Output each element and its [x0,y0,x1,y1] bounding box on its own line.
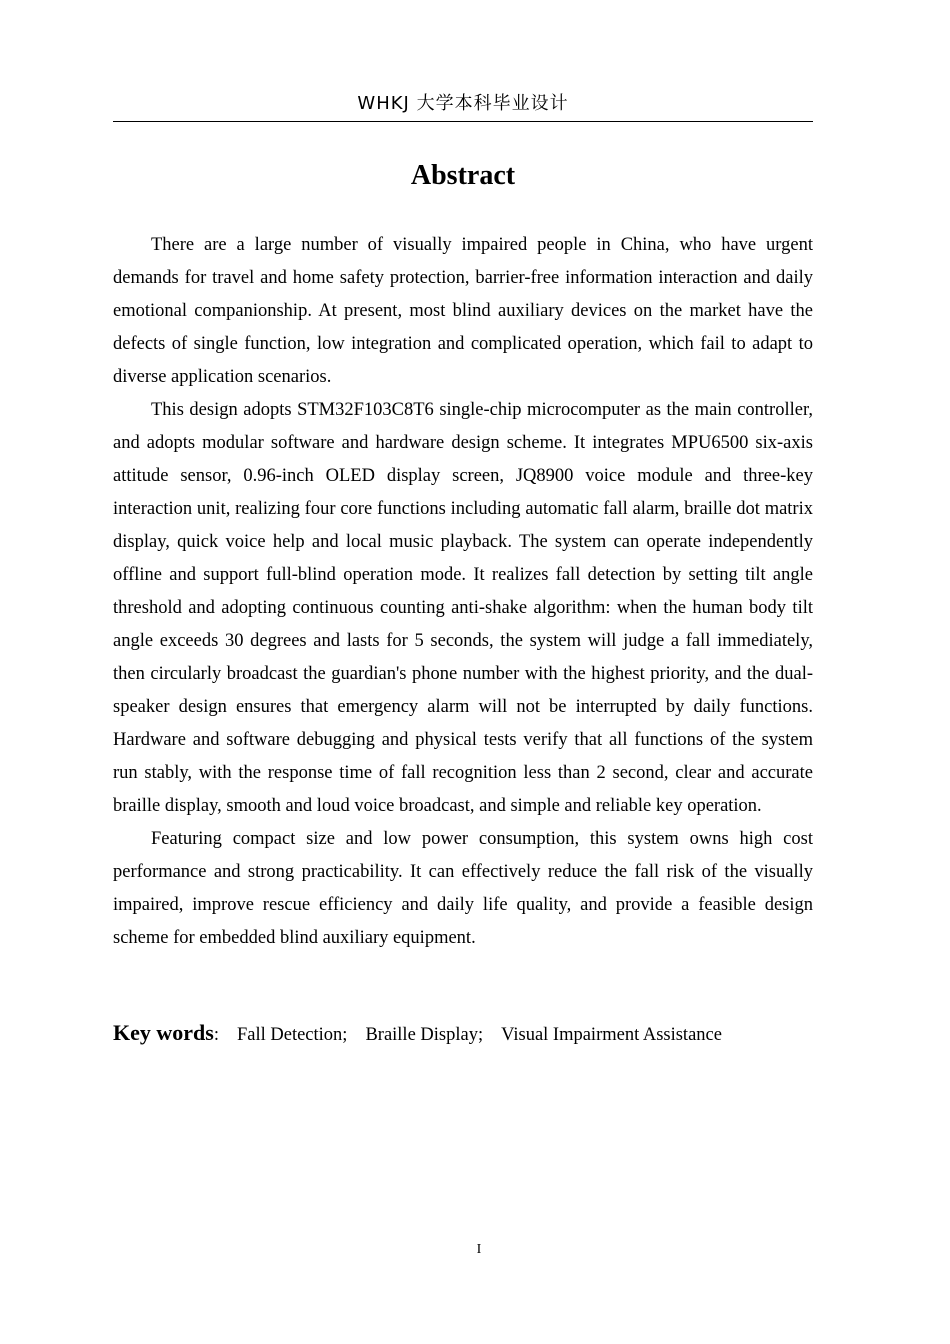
abstract-paragraph-3: Featuring compact size and low power consumption, this system owns high cost performance and strong practicability. It can effectively reduce the fall risk of the visually impaired, improve rescue efficiency and daily life quality, and provide a feasible design scheme for embedded blind auxiliary equipment. [113,829,813,948]
keywords-colon: : [213,1025,219,1045]
page-number: I [476,1242,482,1257]
keywords-line [113,1016,813,1052]
abstract-paragraph-1: There are a large number of visually impaired people in China, who have urgent demands for travel and home safety protection, barrier-free information interaction and daily emotional companionship. At present, most blind auxiliary devices on the market have the defects of single function, low integration and complicated operation, which fail to adapt to diverse application scenarios. [113,235,813,387]
header-rule [113,121,813,122]
running-header: WHKJ 大学本科毕业设计 [357,93,569,114]
keyword-item: Visual Impairment Assistance [501,1025,722,1045]
keyword-item: Fall Detection; [236,1025,348,1045]
abstract-title: Abstract [410,160,516,191]
abstract-paragraph-2: This design adopts STM32F103C8T6 single-chip microcomputer as the main controller, and adopts modular software and hardware design scheme. It integrates MPU6500 six-axis attitude sensor, 0.96-inch OLED display screen, JQ8900 voice module and three-key interaction unit, realizing four core functions including automatic fall alarm, braille dot matrix display, quick voice help and local music playback. The system can operate independently offline and support full-blind operation mode. It realizes fall detection by setting tilt angle threshold and adopting continuous counting anti-shake algorithm: when the human body tilt angle exceeds 30 degrees and lasts for 5 seconds, the system will judge a fall immediately, then circularly broadcast the guardian's phone number with the highest priority, and the dual-speaker design ensures that emergency alarm will not be interrupted by daily functions. Hardware and software debugging and physical tests verify that all functions of the system run stably, with the response time of fall recognition less than 2 second, clear and accurate braille display, smooth and loud voice broadcast, and simple and reliable key operation. [113,400,813,816]
abstract-body [113,229,813,955]
keyword-item: Braille Display; [365,1025,484,1045]
keywords-label: Key words [113,1020,214,1045]
